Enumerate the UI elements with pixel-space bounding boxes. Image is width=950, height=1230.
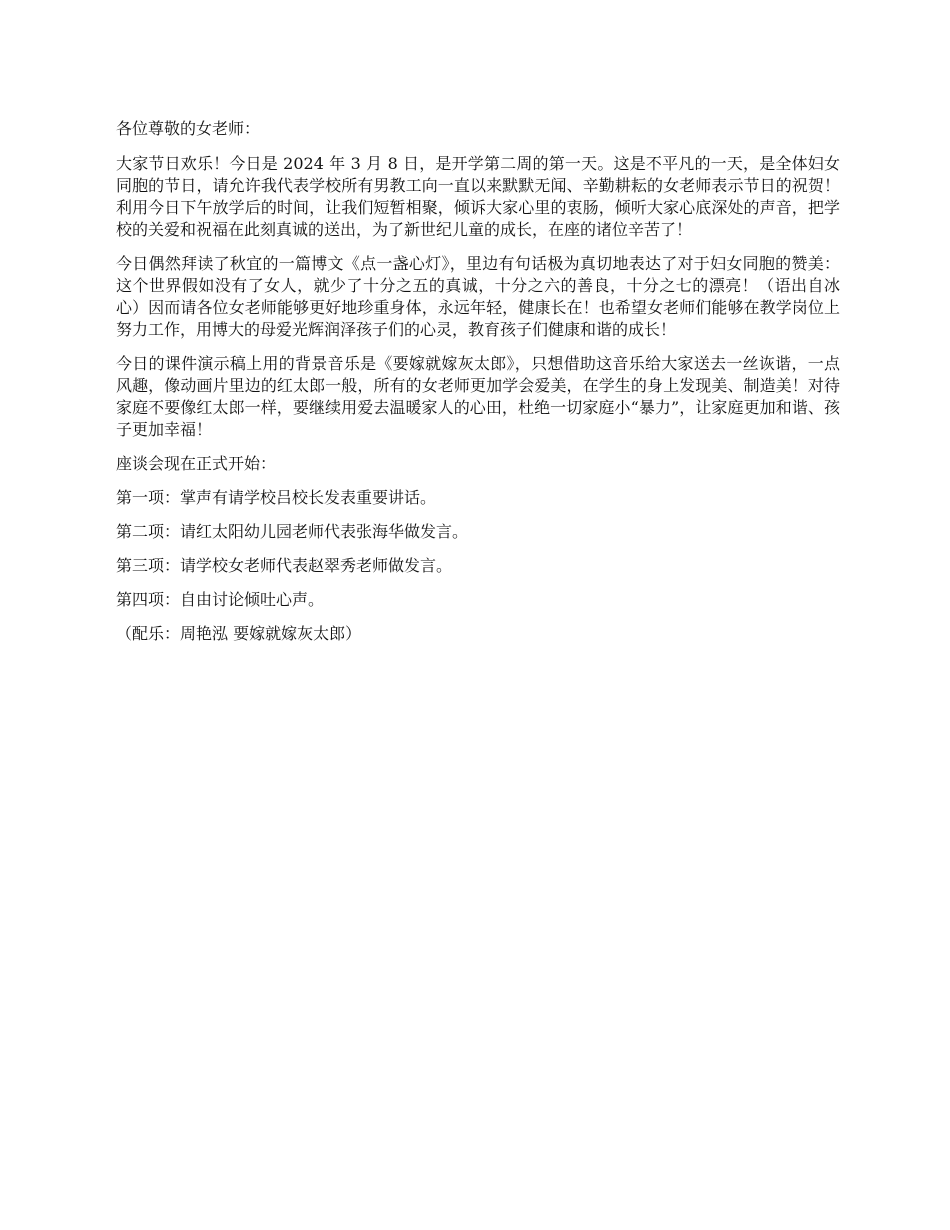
agenda-item-4: 第四项：自由讨论倾吐心声。 [116,590,325,609]
agenda-intro: 座谈会现在正式开始： [116,454,277,473]
paragraph-opening: 大家节日欢乐！今日是 2024 年 3 月 8 日，是开学第二周的第一天。这是不平凡的一天，是全体妇女同胞的节日，请允许我代表学校所有男教工向一直以来默默无闻、辛勤耕耘的女老师表示节日的祝贺！利用今日下午放学后的时间，让我们短暂相聚，倾诉大家心里的衷肠，倾听大家心底深处的声音，把学校的关爱和祝福在此刻真诚的送出，为了新世纪儿童的成长，在座的诸位辛苦了！ [116,154,840,239]
agenda-item-3: 第三项：请学校女老师代表赵翠秀老师做发言。 [116,556,453,575]
agenda-item-1: 第一项：掌声有请学校吕校长发表重要讲话。 [116,488,437,507]
greeting: 各位尊敬的女老师： [116,119,261,138]
paragraph-quote: 今日偶然拜读了秋宜的一篇博文《点一盏心灯》，里边有句话极为真切地表达了对于妇女同胞的赞美：这个世界假如没有了女人，就少了十分之五的真诚，十分之六的善良，十分之七的漂亮！（语出自冰心）因而请各位女老师能够更好地珍重身体，永远年轻，健康长在！也希望女老师们能够在教学岗位上努力工作，用博大的母爱光辉润泽孩子们的心灵，教育孩子们健康和谐的成长！ [116,254,840,339]
paragraph-music: 今日的课件演示稿上用的背景音乐是《要嫁就嫁灰太郎》，只想借助这音乐给大家送去一丝诙谐，一点风趣，像动画片里边的红太郎一般，所有的女老师更加学会爱美，在学生的身上发现美、制造美！对待家庭不要像红太郎一样，要继续用爱去温暖家人的心田，杜绝一切家庭小“暴力”，让家庭更加和谐、孩子更加幸福！ [116,354,840,439]
document-body [116,118,840,657]
music-note: （配乐：周艳泓 要嫁就嫁灰太郎） [116,624,362,643]
agenda-item-2: 第二项：请红太阳幼儿园老师代表张海华做发言。 [116,522,469,541]
